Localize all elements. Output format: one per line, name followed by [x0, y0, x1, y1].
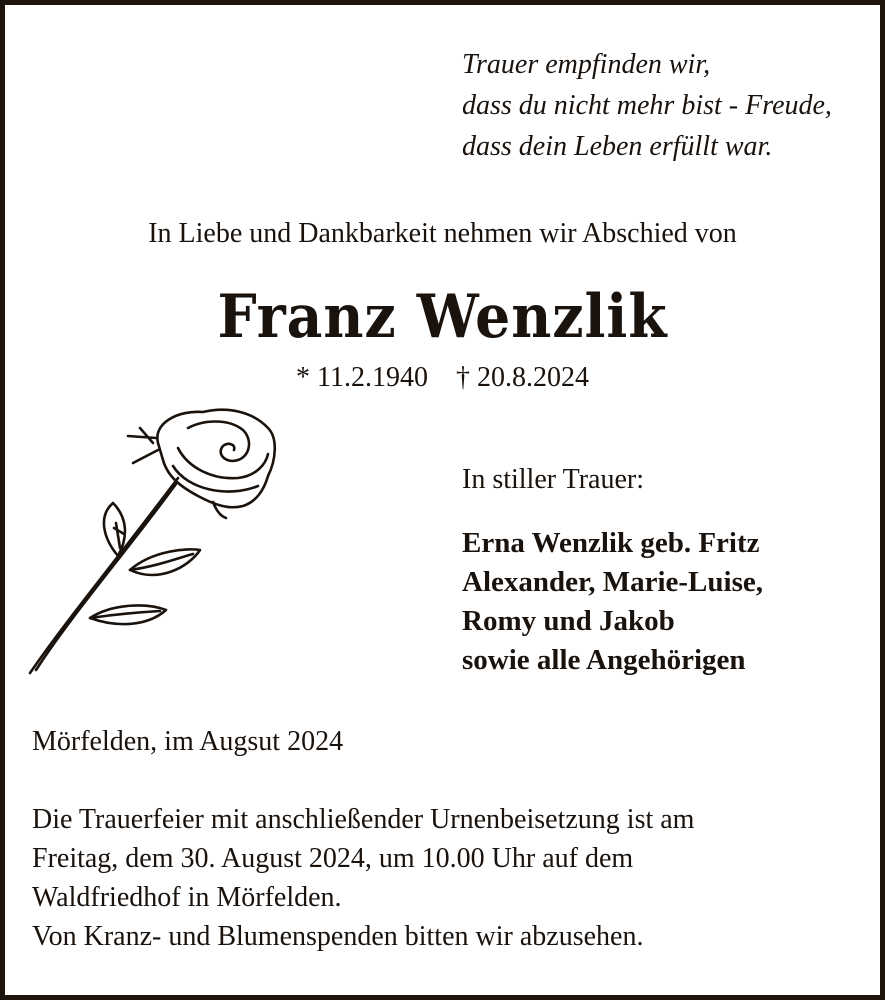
- info-line: Die Trauerfeier mit anschließender Urnenbeisetzung ist am: [32, 804, 695, 835]
- info-line: Freitag, dem 30. August 2024, um 10.00 Uhr auf dem: [32, 843, 634, 874]
- death-date: † 20.8.2024: [455, 362, 589, 393]
- info-line: Von Kranz- und Blumenspenden bitten wir abzusehen.: [32, 921, 644, 952]
- funeral-info: [32, 800, 694, 956]
- rose-icon: [28, 398, 288, 678]
- family-line: sowie alle Angehörigen: [462, 644, 746, 676]
- family-list: [462, 524, 763, 680]
- quote-line: dass dein Leben erfüllt war.: [462, 131, 773, 162]
- info-line: Waldfriedhof in Mörfelden.: [32, 882, 342, 913]
- intro-text: In Liebe und Dankbarkeit nehmen wir Abschied von: [148, 218, 737, 249]
- deceased-name: Franz Wenzlik: [217, 282, 668, 352]
- life-dates: [0, 362, 885, 394]
- place-date: Mörfelden, im Augsut 2024: [32, 726, 344, 757]
- birth-date: * 11.2.1940: [296, 362, 428, 393]
- family-line: Erna Wenzlik geb. Fritz: [462, 527, 760, 559]
- mourning-label: In stiller Trauer:: [462, 464, 644, 495]
- quote: [462, 44, 832, 167]
- family-line: Alexander, Marie-Luise,: [462, 566, 763, 598]
- quote-line: dass du nicht mehr bist - Freude,: [462, 90, 832, 121]
- family-line: Romy und Jakob: [462, 605, 675, 637]
- quote-line: Trauer empfinden wir,: [462, 49, 711, 80]
